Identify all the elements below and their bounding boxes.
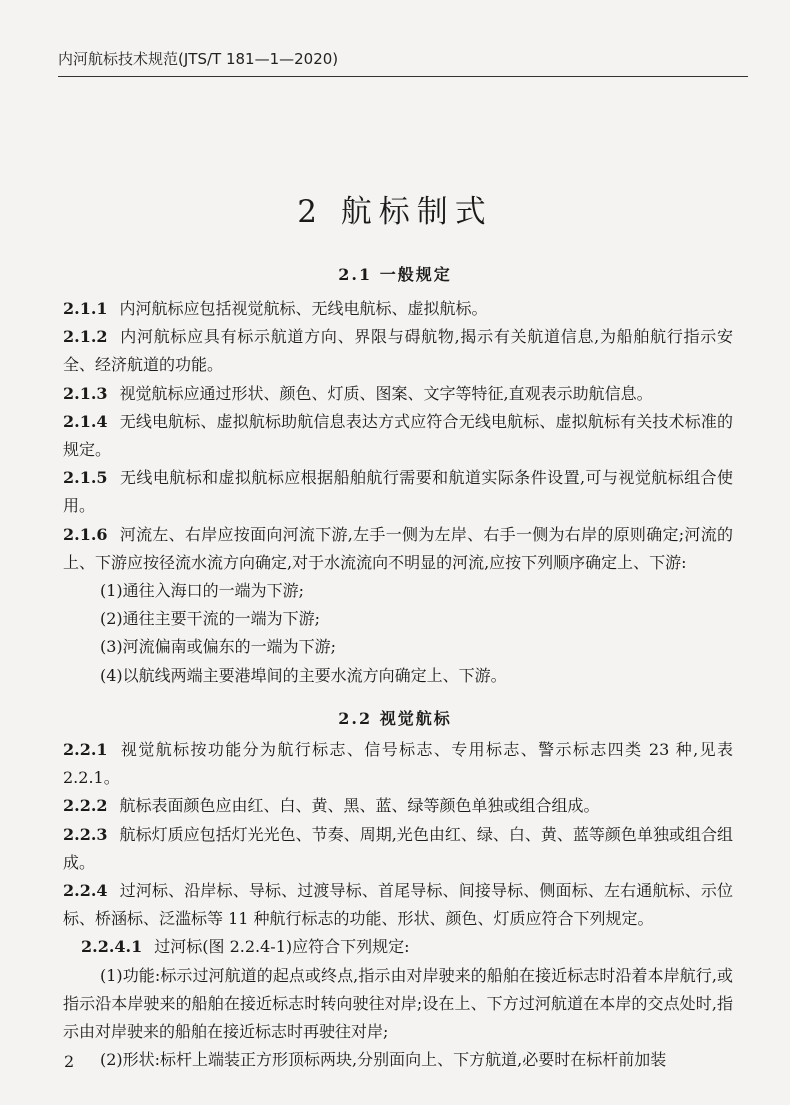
list-item: (2)通往主要干流的一端为下游; bbox=[100, 609, 321, 629]
running-header: 内河航标技术规范(JTS/T 181—1—2020) bbox=[58, 50, 339, 68]
sub-item: (2)形状:标杆上端装正方形顶标两块,分别面向上、下方航道,必要时在标杆前加装 bbox=[100, 1050, 667, 1070]
list-item: (3)河流偏南或偏东的一端为下游; bbox=[100, 637, 337, 657]
clause-number: 2.2.4.1 bbox=[81, 937, 143, 957]
clause-2-2-2 bbox=[63, 792, 733, 820]
clause-text: 航标灯质应包括灯光光色、节奏、周期,光色由红、绿、白、黄、蓝等颜色单独或组合组成。 bbox=[63, 824, 733, 872]
page-number: 2 bbox=[64, 1052, 75, 1071]
clause-2-1-4 bbox=[63, 408, 733, 464]
clause-text: 过河标、沿岸标、导标、过渡导标、首尾导标、间接导标、侧面标、左右通航标、示位标、桥涵标、泛滥标等 11 种航行标志的功能、形状、颜色、灯质应符合下列规定。 bbox=[63, 881, 733, 929]
clause-text: 河流左、右岸应按面向河流下游,左手一侧为左岸、右手一侧为右岸的原则确定;河流的上、下游应按径流水流方向确定,对于水流流向不明显的河流,应按下列顺序确定上、下游: bbox=[63, 524, 733, 572]
clause-number: 2.2.3 bbox=[63, 824, 108, 844]
section-heading-2-1: 2.1 一般规定 bbox=[338, 265, 452, 284]
clause-text: 视觉航标按功能分为航行标志、信号标志、专用标志、警示标志四类 23 种,见表 2.2.1。 bbox=[63, 740, 733, 788]
clause-2-1-6 bbox=[63, 521, 733, 577]
clause-text: 无线电航标和虚拟航标应根据船舶航行需要和航道实际条件设置,可与视觉航标组合使用。 bbox=[63, 468, 733, 516]
clause-2-1-2 bbox=[63, 323, 733, 379]
clause-2-2-3 bbox=[63, 821, 733, 877]
clause-number: 2.1.4 bbox=[63, 411, 108, 431]
clause-number: 2.2.4 bbox=[63, 881, 108, 901]
header-rule bbox=[58, 76, 748, 77]
clause-number: 2.1.2 bbox=[63, 327, 108, 347]
section-heading-2-2: 2.2 视觉航标 bbox=[338, 709, 452, 728]
clause-text: 内河航标应包括视觉航标、无线电航标、虚拟航标。 bbox=[119, 299, 488, 318]
clause-number: 2.1.1 bbox=[63, 299, 108, 318]
clause-text: 航标表面颜色应由红、白、黄、黑、蓝、绿等颜色单独或组合组成。 bbox=[119, 796, 600, 816]
clause-2-2-1 bbox=[63, 736, 733, 792]
clause-2-1-1 bbox=[63, 295, 733, 323]
sub-item: (1)功能:标示过河航道的起点或终点,指示由对岸驶来的船舶在接近标志时沿着本岸航行,或指示沿本岸驶来的船舶在接近标志时转向驶往对岸;设在上、下方过河航道在本岸的交点处时,指示由对岸驶来的船舶在接近标志时再驶往对岸; bbox=[63, 965, 733, 1042]
list-item: (1)通往入海口的一端为下游; bbox=[100, 581, 305, 601]
clause-text: 内河航标应具有标示航道方向、界限与碍航物,揭示有关航道信息,为船舶航行指示安全、经济航道的功能。 bbox=[63, 327, 733, 375]
clause-text: 过河标(图 2.2.4-1)应符合下列规定: bbox=[154, 937, 410, 957]
clause-number: 2.2.1 bbox=[63, 740, 108, 759]
section-2-2-body bbox=[63, 736, 733, 1074]
clause-text: 无线电航标、虚拟航标助航信息表达方式应符合无线电航标、虚拟航标有关技术标准的规定。 bbox=[63, 411, 733, 460]
clause-number: 2.2.2 bbox=[63, 796, 108, 816]
clause-number: 2.1.3 bbox=[63, 383, 108, 403]
clause-number: 2.1.5 bbox=[63, 468, 108, 488]
chapter-title: 2 航标制式 bbox=[297, 194, 493, 230]
section-2-1-body bbox=[63, 295, 733, 690]
clause-2-2-4 bbox=[63, 877, 733, 933]
clause-2-2-4-1 bbox=[63, 933, 733, 961]
clause-number: 2.1.6 bbox=[63, 524, 108, 544]
clause-2-1-3 bbox=[63, 380, 733, 408]
list-item: (4)以航线两端主要港埠间的主要水流方向确定上、下游。 bbox=[100, 665, 507, 685]
clause-2-1-5 bbox=[63, 464, 733, 520]
clause-text: 视觉航标应通过形状、颜色、灯质、图案、文字等特征,直观表示助航信息。 bbox=[119, 383, 653, 403]
